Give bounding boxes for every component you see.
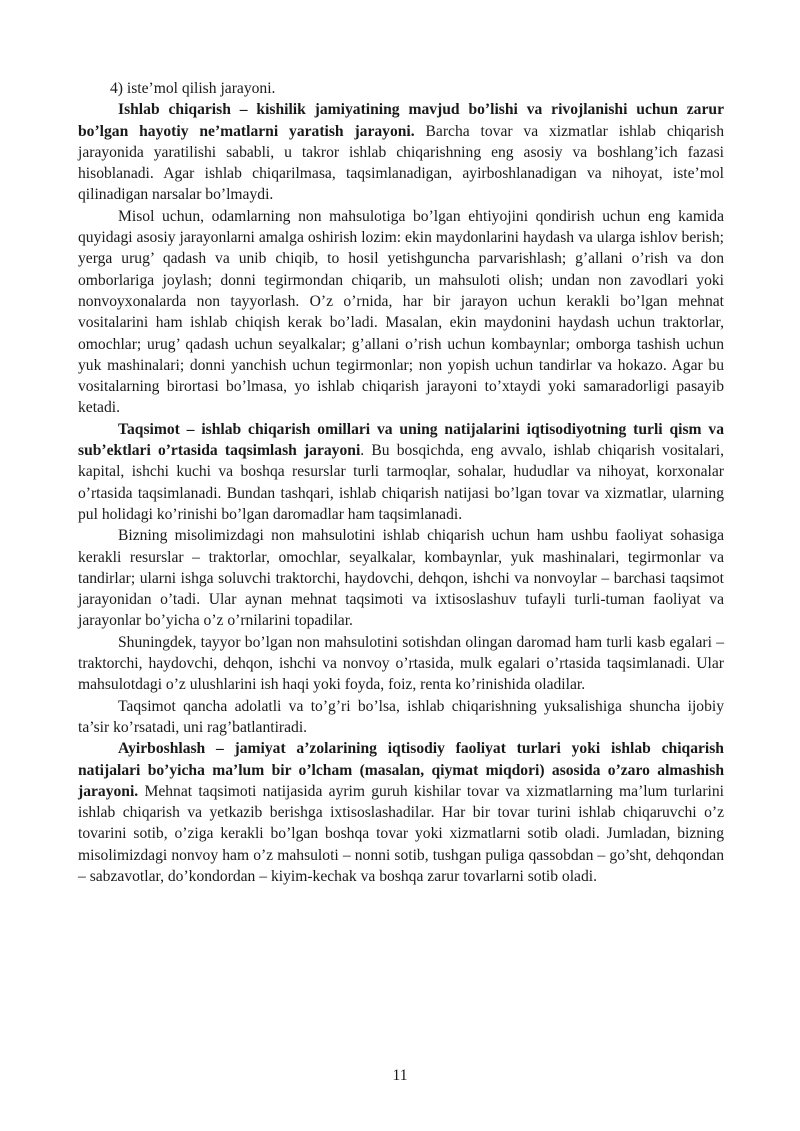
paragraph-fairness: Taqsimot qancha adolatli va to’g’ri bo’lsa, ishlab chiqarishning yuksalishiga shuncha ijobiy ta’sir ko’rsatadi, uni rag’batlantiradi.: [78, 697, 724, 736]
term-definition: Taqsimot – ishlab chiqarish omillari va uning natijalarini iqtisodiyotning turli qism va sub’ektlari o’rtasida taqsimlash jarayoni: [78, 420, 724, 460]
term-definition: Ayirboshlash – jamiyat a’zolarining iqtisodiy faoliyat turlari yoki ishlab chiqarish natijalari bo’yicha ma’lum bir o’lcham (masalan, qiymat miqdori) asosida o’zaro almashish jarayoni.: [78, 740, 724, 800]
page-number: 11: [392, 1067, 408, 1084]
list-item-consumption: 4) iste’mol qilish jarayoni.: [110, 80, 276, 97]
paragraph-income: Shuningdek, tayyor bo’lgan non mahsulotini sotishdan olingan daromad ham turli kasb egalari – traktorchi, haydovchi, dehqon, ishchi va nonvoy o’rtasida, mulk egalari o’rtasida taqsimlanadi. Ular mahsulotdagi o’z ulushlarini ish haqi yoki foyda, foiz, renta ko’rinishida oladilar.: [78, 633, 724, 694]
paragraph-resources: Bizning misolimizdagi non mahsulotini ishlab chiqarish uchun ham ushbu faoliyat sohasiga kerakli resurslar – traktorlar, omochlar, seyalkalar, kombaynlar, yuk mashinalari, tegirmonlar va tandirlar; ularni ishga soluvchi traktorchi, haydovchi, dehqon, ishchi va nonvoylar – barchasi taqsimot jarayonidan o’tadi. Ular aynan mehnat taqsimoti va ixtisoslashuv tufayli turli-tuman faoliyat va jarayonlar bo’yicha o’z o’rnilarini topadilar.: [78, 527, 724, 630]
paragraph-exchange: Ayirboshlash – jamiyat a’zolarining iqtisodiy faoliyat turlari yoki ishlab chiqarish natijalari bo’yicha ma’lum bir o’lcham (masalan, qiymat miqdori) asosida o’zaro almashish jarayoni. Mehnat taqsimoti natijasida ayrim guruh kishilar tovar va xizmatlarning ma’lum turlarini ishlab chiqarish va yetkazib berishga ixtisoslashadilar. Har bir tovar turini ishlab chiqaruvchi o’z tovarini sotib, o’ziga kerakli bo’lgan boshqa tovar yoki xizmatlarni sotib oladi. Jumladan, bizning misolimizdagi nonvoy ham o’z mahsuloti – nonni sotib, tushgan puliga qassobdan – go’sht, dehqondan – sabzavotlar, do’kondordan – kiyim-kechak va boshqa zarur tovarlarni sotib oladi.: [78, 740, 724, 885]
paragraph-distribution: Taqsimot – ishlab chiqarish omillari va uning natijalarini iqtisodiyotning turli qism va sub’ektlari o’rtasida taqsimlash jarayoni. Bu bosqichda, eng avvalo, ishlab chiqarish vositalari, kapital, ishchi kuchi va boshqa resurslar turli tarmoqlar, sohalar, hududlar va nihoyat, korxonalar o’rtasida taqsimlanadi. Bundan tashqari, ishlab chiqarish natijasi bo’lgan tovar va xizmatlar, ularning pul holidagi ko’rinishi bo’lgan daromadlar ham taqsimlanadi.: [78, 420, 724, 523]
paragraph-bread-example: Misol uchun, odamlarning non mahsulotiga bo’lgan ehtiyojini qondirish uchun eng kamida quyidagi asosiy jarayonlarni amalga oshirish lozim: ekin maydonlarini haydash va ularga ishlov berish; yerga urug’ qadash va unib chiqib, to hosil yetishguncha parvarishlash; g’allani o’rish va don omborlariga joylash; donni tegirmondan chiqarib, un mahsuloti olish; undan non zavodlari yoki nonvoyxonalarda non tayyorlash. O’z o’rnida, har bir jarayon uchun kerakli bo’lgan mehnat vositalarini ham ishlab chiqish kerak bo’ladi. Masalan, ekin maydonini haydash uchun traktorlar, omochlar; urug’ qadash uchun seyalkalar; g’allani o’rish uchun kombaynlar; omborga tashish uchun yuk mashinalari; donni yanchish uchun tegirmonlar; non yopish uchun tandirlar va hokazo. Agar bu vositalarning birortasi bo’lmasa, yo ishlab chiqarish jarayoni to’xtaydi yoki samaradorligi pasayib ketadi.: [78, 207, 724, 417]
term-definition: Ishlab chiqarish – kishilik jamiyatining mavjud bo’lishi va rivojlanishi uchun zarur bo’lgan hayotiy ne’matlarni yaratish jarayoni.: [78, 101, 724, 140]
paragraph-production: Ishlab chiqarish – kishilik jamiyatining mavjud bo’lishi va rivojlanishi uchun zarur bo’lgan hayotiy ne’matlarni yaratish jarayoni. Barcha tovar va xizmatlar ishlab chiqarish jarayonida yaratilishi sababli, u takror ishlab chiqarishning eng asosiy va boshlang’ich fazasi hisoblanadi. Agar ishlab chiqarilmasa, taqsimlanadigan, ayirboshlanadigan va nihoyat, iste’mol qilinadigan narsalar bo’lmaydi.: [78, 101, 724, 204]
document-page: [78, 78, 724, 887]
